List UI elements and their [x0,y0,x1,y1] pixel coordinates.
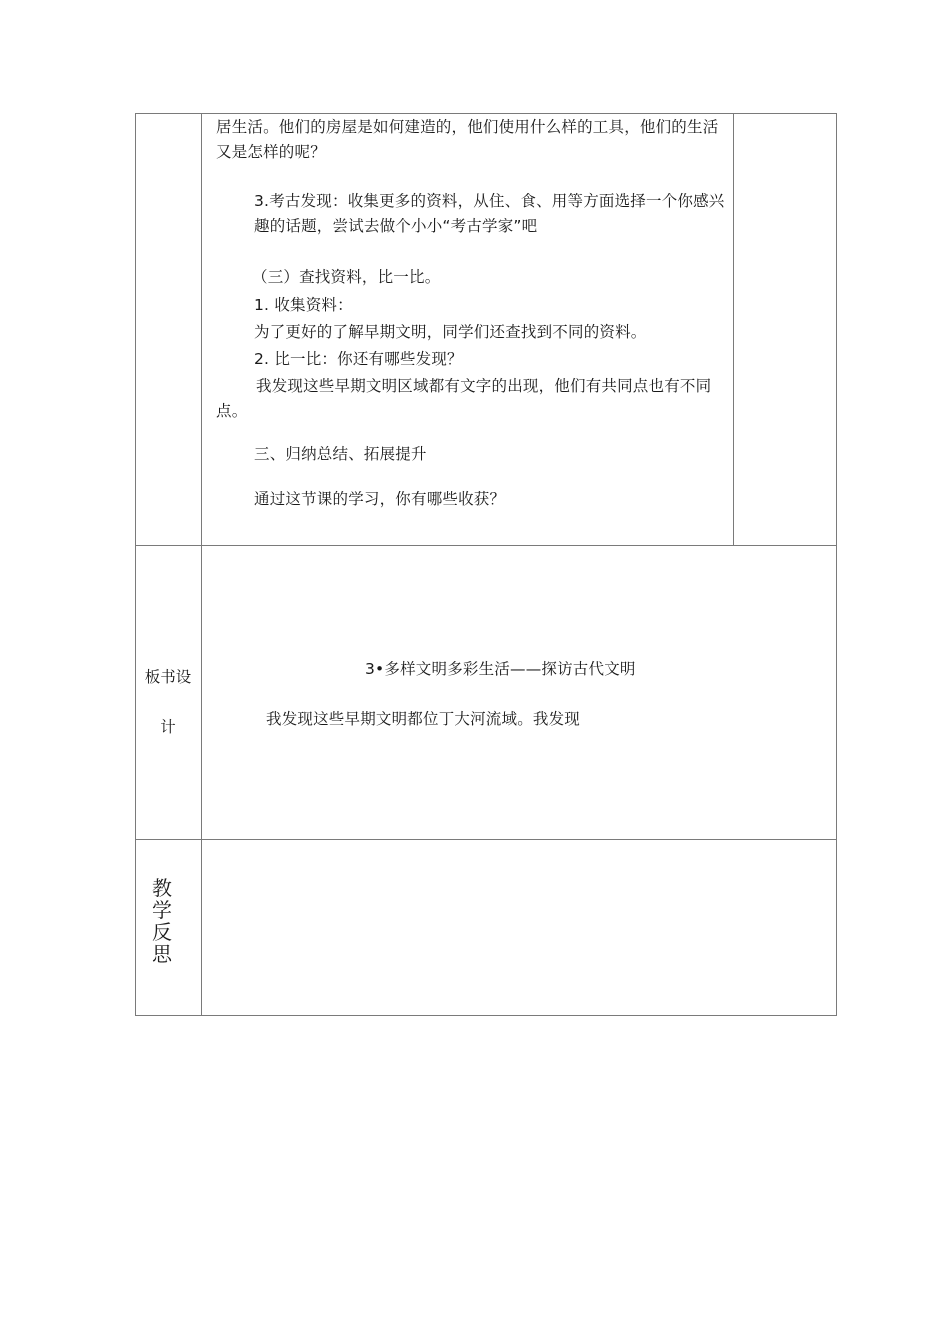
lesson-step-3: 3.考古发现：收集更多的资料，从住、食、用等方面选择一个你感兴趣的话题，尝试去做个小小“考古学家”吧 [254,192,725,235]
lesson-plan-table [135,113,837,1016]
board-design-label-line1: 板书设 [144,668,192,686]
part-3-title: 三、归纳总结、拓展提升 [254,445,427,463]
label-column-divider [201,113,202,1016]
notes-column-divider [733,113,734,546]
section-3-item-2: 2. 比一比：你还有哪些发现？ [254,350,463,368]
section-3-item-1-detail: 为了更好的了解早期文明，同学们还查找到不同的资料。 [254,323,647,341]
table-bottom-border [135,1015,837,1016]
section-3-title: （三）查找资料，比一比。 [252,268,441,286]
section-3-item-1: 1. 收集资料： [254,296,353,314]
table-left-border [135,113,136,1016]
board-design-title: 3•多样文明多彩生活——探访古代文明 [365,660,636,678]
board-design-content: 我发现这些早期文明都位丁大河流域。我发现 [266,710,581,728]
lesson-intro-paragraph: 居生活。他们的房屋是如何建造的，他们使用什么样的工具，他们的生活又是怎样的呢？ [216,118,719,161]
table-right-border [836,113,837,1016]
teaching-reflection-label: 教学反思 [152,876,172,966]
table-top-border [135,113,837,114]
board-design-label-line2: 计 [160,718,176,736]
part-3-question: 通过这节课的学习，你有哪些收获？ [254,490,506,508]
finding-paragraph: 我发现这些早期文明区域都有文字的出现，他们有共同点也有不同点。 [216,377,712,420]
row-divider-1 [135,545,837,546]
row-divider-2 [135,839,837,840]
